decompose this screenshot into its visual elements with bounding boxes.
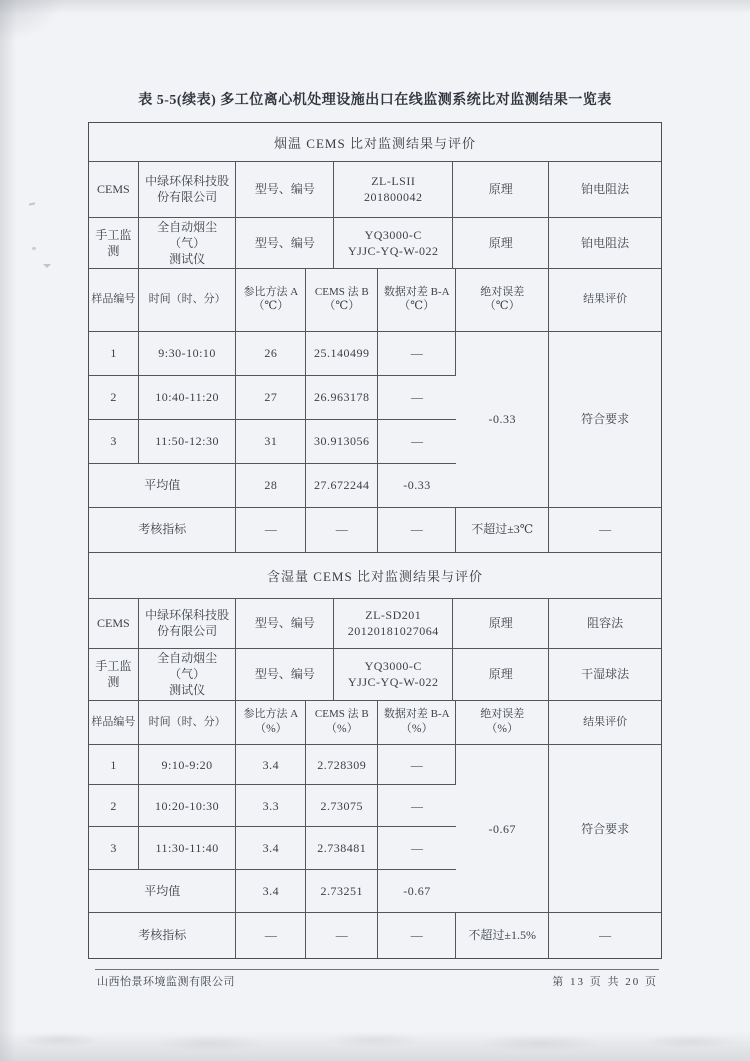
model-label-cell: 型号、编号 [236, 599, 334, 649]
time-cell: 10:20-10:30 [138, 785, 236, 827]
comparison-data-table [89, 269, 661, 553]
evaluation-merged-cell: 符合要求 [549, 331, 661, 507]
col-header-reference-method: 参比方法 A （℃） [236, 269, 306, 331]
average-diff-cell: -0.67 [378, 870, 456, 913]
col-header-abs-error: 绝对误差 （%） [456, 701, 549, 745]
diff-cell: — [378, 827, 456, 870]
cems-b-cell: 2.728309 [306, 745, 378, 785]
instrument-line1: 全自动烟尘（气） [157, 219, 218, 250]
method-a-cell: 31 [236, 419, 306, 463]
principle-value-cell: 铂电阻法 [549, 162, 661, 217]
model-line1: ZL-SD201 [365, 608, 422, 623]
time-cell: 9:30-10:10 [138, 331, 236, 375]
manufacturer-line2: 份有限公司 [157, 190, 218, 205]
principle-label-cell: 原理 [453, 162, 549, 217]
instrument-info-table [89, 162, 661, 269]
assessment-label-cell: 考核指标 [89, 507, 236, 552]
data-header-row [89, 701, 661, 745]
model-line1: ZL-LSII [371, 174, 416, 189]
scan-speck [29, 202, 35, 205]
model-line1: YQ3000-C [364, 227, 422, 242]
average-a-cell: 3.4 [236, 870, 306, 913]
info-row-manual [89, 217, 661, 269]
footer-page-number: 第 13 页 共 20 页 [552, 976, 658, 988]
sample-no-cell: 3 [89, 827, 138, 870]
section-title-flue-temperature: 烟温 CEMS 比对监测结果与评价 [89, 123, 661, 162]
average-label-cell: 平均值 [89, 870, 236, 913]
model-value-cell [334, 599, 453, 649]
principle-value-cell: 阻容法 [549, 599, 661, 649]
data-header-row [89, 269, 661, 331]
assessment-limit-cell: 不超过±1.5% [456, 913, 549, 958]
col-header-time: 时间（时、分） [138, 701, 236, 745]
instrument-cell [138, 649, 236, 701]
diff-cell: — [378, 745, 456, 785]
assessment-diff-cell: — [378, 507, 456, 552]
footer-company-name: 山西怡景环境监测有限公司 [97, 976, 235, 988]
sample-no-cell: 2 [89, 785, 138, 827]
model-label-cell: 型号、编号 [236, 162, 334, 217]
assessment-row [89, 913, 661, 958]
diff-cell: — [378, 419, 456, 463]
average-label-cell: 平均值 [89, 463, 236, 507]
info-row-manual [89, 649, 661, 701]
assessment-eval-cell: — [599, 928, 612, 943]
col-header-evaluation: 结果评价 [549, 701, 661, 745]
diff-cell: — [378, 785, 456, 827]
assessment-a-cell: — [236, 507, 306, 552]
instrument-cell [138, 217, 236, 269]
average-b-cell: 2.73251 [306, 870, 378, 913]
time-cell: 9:10-9:20 [138, 745, 236, 785]
scan-bottom-shade [0, 1031, 750, 1061]
principle-label-cell: 原理 [453, 649, 549, 701]
report-table [88, 122, 662, 959]
instrument-line1: 全自动烟尘（气） [157, 651, 218, 682]
data-row [89, 331, 661, 375]
col-header-data-diff: 数据对差 B-A （℃） [378, 269, 456, 331]
method-a-cell: 26 [236, 331, 306, 375]
abs-error-merged-cell: -0.33 [456, 331, 549, 507]
model-line2: 20120181027064 [347, 624, 439, 639]
manufacturer-cell [138, 162, 236, 217]
footer-divider [95, 969, 659, 970]
instrument-line2: 测试仪 [169, 251, 206, 266]
page-title: 表 5-5(续表) 多工位离心机处理设施出口在线监测系统比对监测结果一览表 [138, 93, 612, 108]
sample-no-cell: 3 [89, 419, 138, 463]
manufacturer-cell [138, 599, 236, 649]
model-line2: YJJC-YQ-W-022 [348, 675, 439, 690]
average-b-cell: 27.672244 [306, 463, 378, 507]
col-header-cems-method: CEMS 法 B （%） [306, 701, 378, 745]
info-row-cems [89, 162, 661, 217]
principle-value-cell: 铂电阻法 [549, 217, 661, 269]
assessment-eval-cell: — [549, 507, 661, 552]
method-a-cell: 3.3 [236, 785, 306, 827]
time-cell: 10:40-11:20 [138, 375, 236, 419]
col-header-reference-method: 参比方法 A （%） [236, 701, 306, 745]
model-line2: YJJC-YQ-W-022 [348, 243, 439, 258]
abs-error-merged-cell: -0.67 [456, 745, 549, 913]
cems-b-cell: 2.738481 [306, 827, 378, 870]
time-cell: 11:30-11:40 [138, 827, 236, 870]
model-value-cell [334, 162, 453, 217]
cems-label-cell: CEMS [89, 162, 138, 217]
scan-corner-shadow [0, 0, 120, 90]
col-header-sample-no: 样品编号 [89, 269, 138, 331]
manufacturer-line1: 中绿环保科技股 [145, 174, 230, 189]
cems-b-cell: 2.73075 [306, 785, 378, 827]
diff-cell: — [378, 375, 456, 419]
average-diff-cell: -0.33 [378, 463, 456, 507]
manufacturer-line2: 份有限公司 [157, 624, 218, 639]
col-header-cems-method: CEMS 法 B （℃） [306, 269, 378, 331]
col-header-evaluation: 结果评价 [549, 269, 661, 331]
method-a-cell: 3.4 [236, 745, 306, 785]
scan-speck [32, 247, 36, 250]
cems-label-cell: CEMS [89, 599, 138, 649]
assessment-limit-cell: 不超过±3℃ [456, 507, 549, 552]
model-value-cell [334, 217, 453, 269]
assessment-label-cell: 考核指标 [89, 913, 236, 958]
assessment-diff-cell: — [378, 913, 456, 958]
manual-label-cell: 手工监测 [89, 217, 138, 269]
method-a-cell: 27 [236, 375, 306, 419]
model-label-cell: 型号、编号 [236, 217, 334, 269]
principle-value-cell: 干湿球法 [549, 649, 661, 701]
col-header-sample-no: 样品编号 [89, 701, 138, 745]
model-line2: 201800042 [364, 190, 423, 205]
sample-no-cell: 1 [89, 331, 138, 375]
col-header-abs-error: 绝对误差 （℃） [456, 269, 549, 331]
section-title-moisture: 含湿量 CEMS 比对监测结果与评价 [89, 553, 661, 599]
instrument-info-table [89, 599, 661, 701]
time-cell: 11:50-12:30 [138, 419, 236, 463]
data-row [89, 745, 661, 785]
cems-b-cell: 25.140499 [306, 331, 378, 375]
scan-speck [43, 264, 51, 268]
model-value-cell [334, 649, 453, 701]
cems-b-cell: 26.963178 [306, 375, 378, 419]
cems-b-cell: 30.913056 [306, 419, 378, 463]
model-line1: YQ3000-C [364, 659, 422, 674]
manufacturer-line1: 中绿环保科技股 [145, 608, 230, 623]
method-a-cell: 3.4 [236, 827, 306, 870]
principle-label-cell: 原理 [453, 599, 549, 649]
col-header-data-diff: 数据对差 B-A （%） [378, 701, 456, 745]
manual-label-cell: 手工监测 [89, 649, 138, 701]
info-row-cems [89, 599, 661, 649]
assessment-b-cell: — [306, 913, 378, 958]
sample-no-cell: 1 [89, 745, 138, 785]
model-label-cell: 型号、编号 [236, 649, 334, 701]
sample-no-cell: 2 [89, 375, 138, 419]
assessment-b-cell: — [306, 507, 378, 552]
col-header-time: 时间（时、分） [138, 269, 236, 331]
diff-cell: — [378, 331, 456, 375]
principle-label-cell: 原理 [453, 217, 549, 269]
assessment-a-cell: — [236, 913, 306, 958]
assessment-row [89, 507, 661, 552]
evaluation-merged-cell: 符合要求 [549, 745, 661, 913]
comparison-data-table [89, 701, 661, 958]
instrument-line2: 测试仪 [169, 683, 206, 698]
average-a-cell: 28 [236, 463, 306, 507]
